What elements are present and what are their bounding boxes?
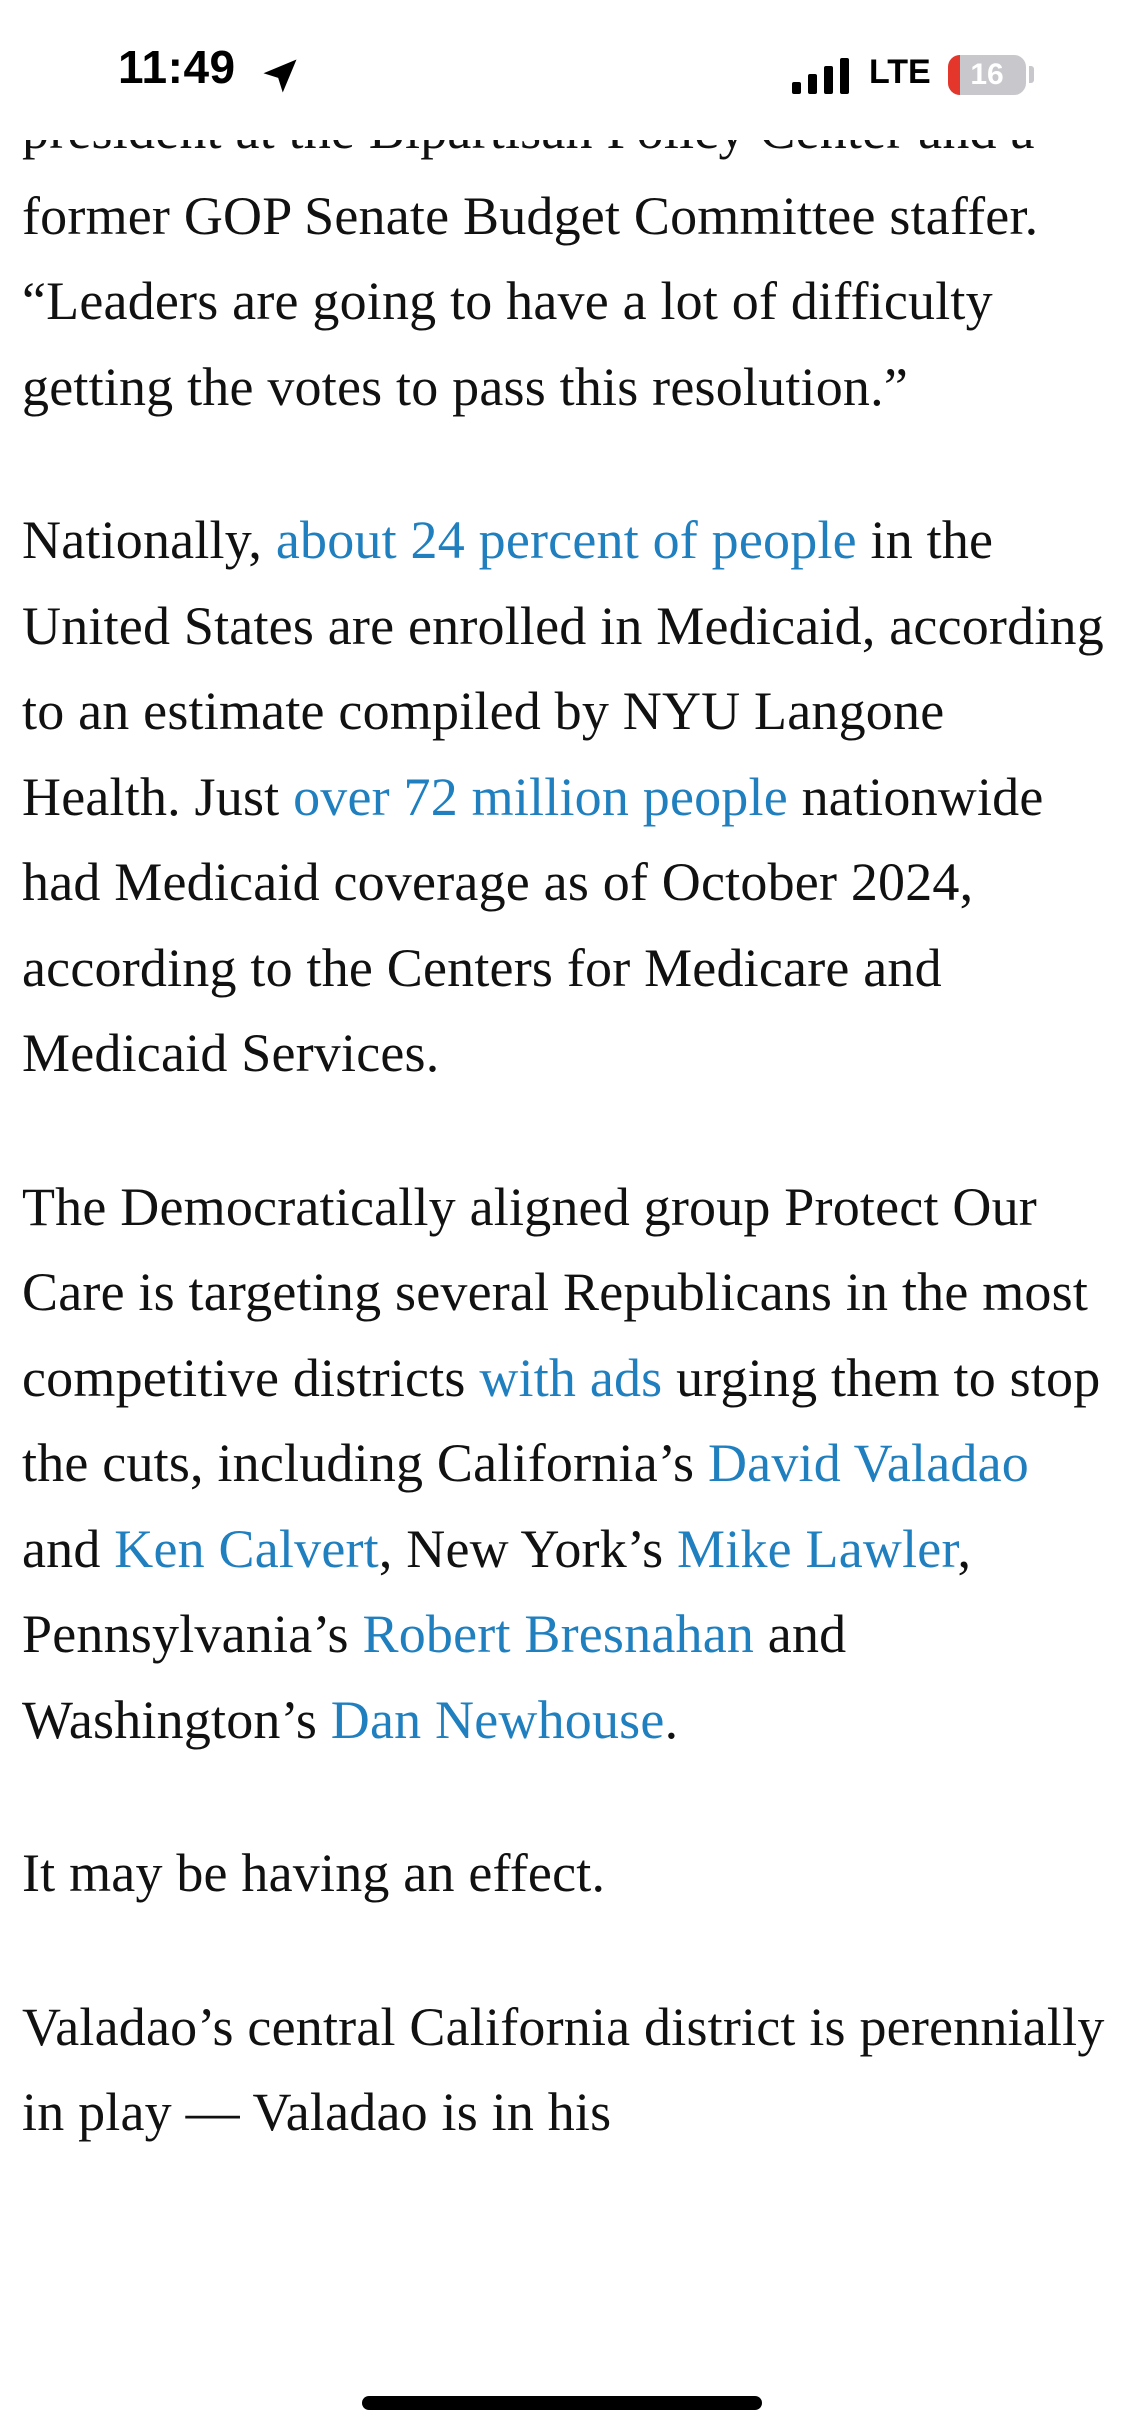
paragraph-text: in the United States are enrolled in Medicaid, according to an estimate compiled by NYU Langone Health. Just bbox=[22, 510, 1104, 827]
network-type: LTE bbox=[869, 53, 931, 91]
paragraph-text: and Washington’s bbox=[22, 1604, 847, 1750]
location-arrow-icon bbox=[258, 54, 302, 98]
robert-bresnahan-link[interactable]: Robert Bresnahan bbox=[362, 1604, 755, 1664]
paragraph-text: . bbox=[664, 1689, 679, 1750]
article-paragraph bbox=[22, 498, 1107, 1097]
article-paragraph bbox=[22, 1831, 1107, 1917]
medicaid-coverage-link[interactable]: over 72 million people bbox=[293, 766, 788, 827]
paragraph-text: It may be having an effect. bbox=[22, 1843, 606, 1903]
status-bar bbox=[0, 0, 1125, 140]
battery-tip bbox=[1029, 66, 1034, 83]
paragraph-text: nationwide had Medicaid coverage as of October 2024, according to the Centers for Medicare and Medicaid Services. bbox=[22, 766, 1044, 1083]
cellular-signal-icon bbox=[792, 58, 852, 94]
dan-newhouse-link[interactable]: Dan Newhouse bbox=[330, 1689, 665, 1750]
paragraph-text: , Pennsylvania’s bbox=[22, 1518, 972, 1664]
david-valadao-link[interactable]: David Valadao bbox=[707, 1433, 1029, 1493]
paragraph-text: The Democratically aligned group Protect Our Care is targeting several Republicans in the most competitive districts bbox=[22, 1176, 1089, 1408]
ken-calvert-link[interactable]: Ken Calvert bbox=[114, 1518, 379, 1579]
article-paragraph bbox=[22, 1985, 1107, 2156]
ads-link[interactable]: with ads bbox=[479, 1347, 663, 1408]
medicaid-percent-link[interactable]: about 24 percent of people bbox=[275, 510, 857, 570]
mike-lawler-link[interactable]: Mike Lawler bbox=[677, 1518, 958, 1579]
paragraph-text: urging them to stop the cuts, including California’s bbox=[22, 1347, 1101, 1493]
home-indicator[interactable] bbox=[362, 2396, 762, 2410]
article-text bbox=[22, 88, 1107, 2224]
paragraph-text: and bbox=[22, 1518, 115, 1579]
paragraph-text: former GOP Senate Budget Committee staffer. “Leaders are going to have a lot of difficulty getting the votes to pass this resolution.” bbox=[22, 185, 1039, 417]
paragraph-text: Nationally, bbox=[22, 510, 276, 570]
battery-percent: 16 bbox=[970, 58, 1004, 91]
paragraph-text: , New York’s bbox=[378, 1518, 678, 1579]
article-paragraph bbox=[22, 1165, 1107, 1764]
paragraph-text: Valadao’s central California district is perennially in play — Valadao is in his bbox=[22, 1996, 1105, 2142]
battery-icon bbox=[948, 55, 1026, 95]
status-time: 11:49 bbox=[118, 41, 236, 93]
